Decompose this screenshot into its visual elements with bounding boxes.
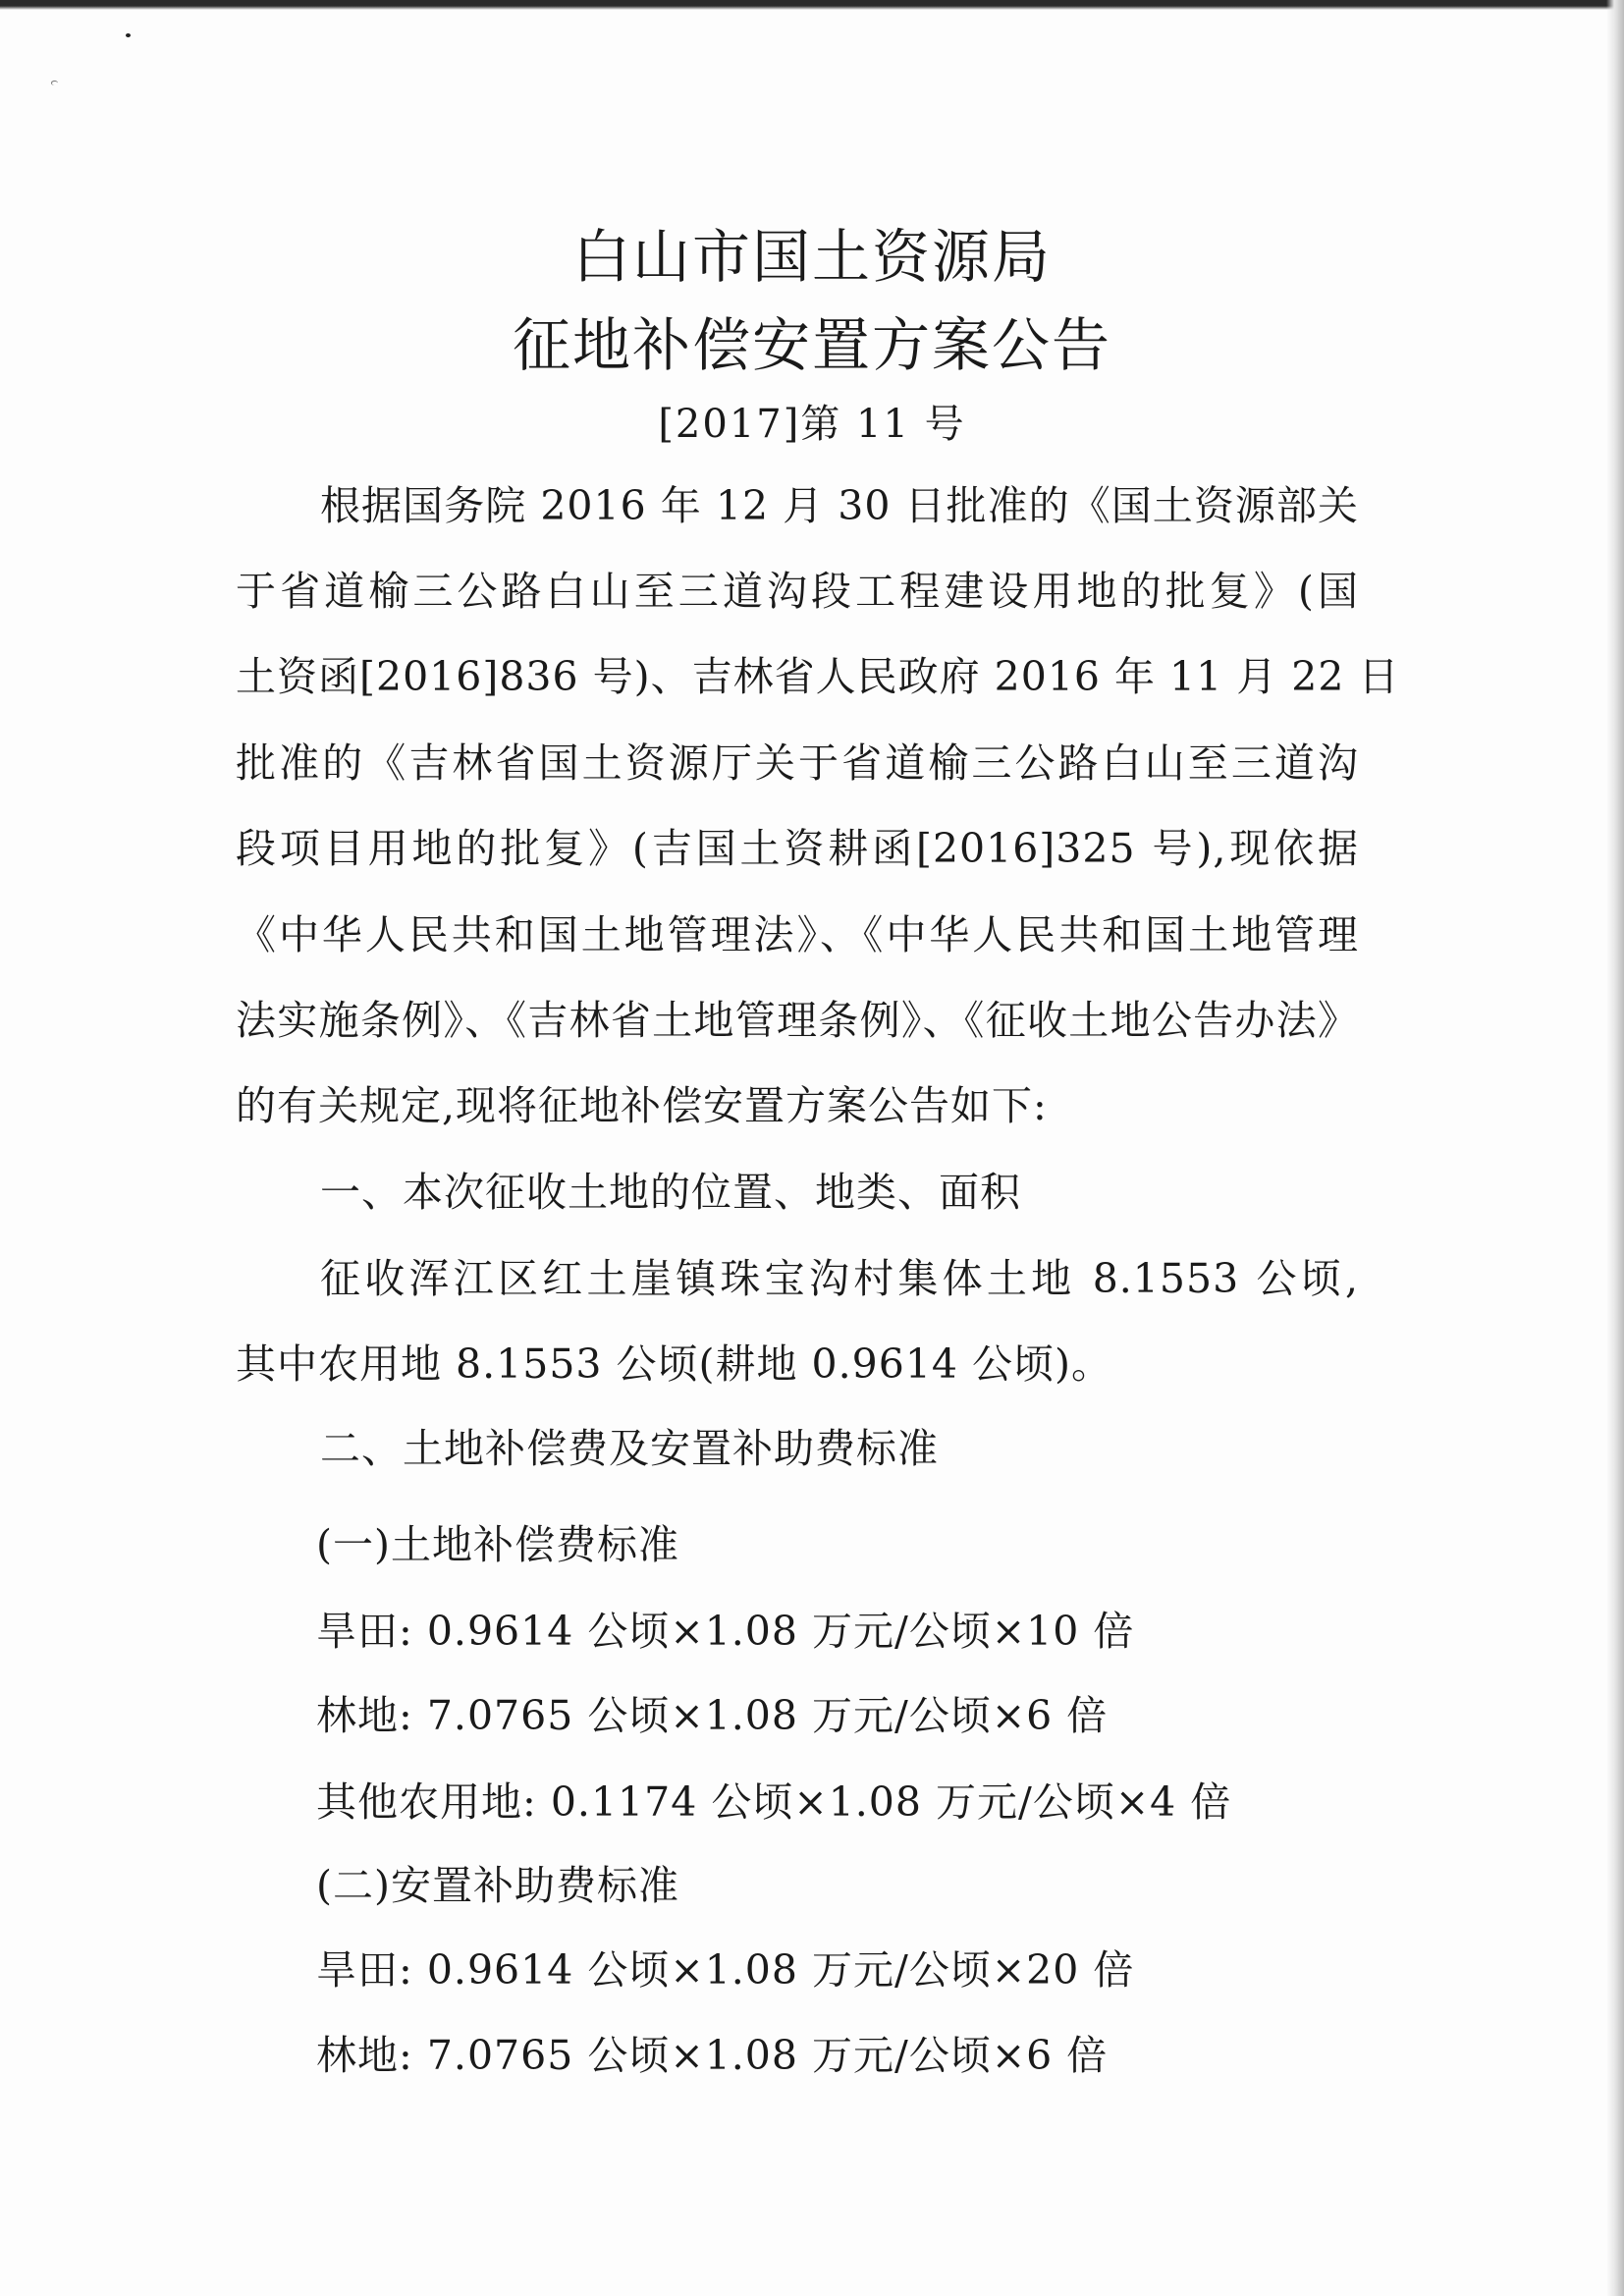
paragraph-line: 征收浑江区红土崖镇珠宝沟村集体土地 8.1553 公顷, [320, 1255, 1359, 1302]
paragraph-line: 其中农用地 8.1553 公顷(耕地 0.9614 公顷)。 [236, 1340, 1113, 1388]
paragraph-line: 根据国务院 2016 年 12 月 30 日批准的《国土资源部关 [320, 482, 1359, 529]
list-item: 旱田: 0.9614 公顷×1.08 万元/公顷×10 倍 [316, 1608, 1135, 1655]
document-title-line1: 白山市国土资源局 [571, 223, 1052, 291]
document-title-line2: 征地补偿安置方案公告 [512, 311, 1111, 379]
scan-speck [126, 33, 131, 37]
subsection-heading: (二)安置补助费标准 [316, 1862, 679, 1909]
list-item: 其他农用地: 0.1174 公顷×1.08 万元/公顷×4 倍 [316, 1778, 1232, 1826]
list-item: 旱田: 0.9614 公顷×1.08 万元/公顷×20 倍 [316, 1946, 1135, 1994]
section-heading: 二、土地补偿费及安置补助费标准 [320, 1425, 939, 1472]
paragraph-line: 法实施条例》、《吉林省土地管理条例》、《征收土地公告办法》 [236, 997, 1359, 1044]
list-item: 林地: 7.0765 公顷×1.08 万元/公顷×6 倍 [316, 1692, 1109, 1739]
document-number: [2017]第 11 号 [658, 402, 966, 447]
scan-top-edge [0, 0, 1624, 10]
scan-speck [51, 81, 58, 85]
list-item: 林地: 7.0765 公顷×1.08 万元/公顷×6 倍 [316, 2032, 1109, 2079]
subsection-heading: (一)土地补偿费标准 [316, 1521, 679, 1568]
paragraph-line: 于省道榆三公路白山至三道沟段工程建设用地的批复》(国 [236, 568, 1359, 615]
paragraph-line: 土资函[2016]836 号)、吉林省人民政府 2016 年 11 月 22 日 [236, 653, 1400, 700]
paragraph-line: 段项目用地的批复》(吉国土资耕函[2016]325 号),现依据 [236, 825, 1359, 872]
paragraph-line: 的有关规定,现将征地补偿安置方案公告如下: [236, 1082, 1048, 1129]
paragraph-line: 《中华人民共和国土地管理法》、《中华人民共和国土地管理 [236, 911, 1359, 958]
paragraph-line: 批准的《吉林省国土资源厅关于省道榆三公路白山至三道沟 [236, 739, 1359, 787]
section-heading: 一、本次征收土地的位置、地类、面积 [320, 1169, 1021, 1216]
